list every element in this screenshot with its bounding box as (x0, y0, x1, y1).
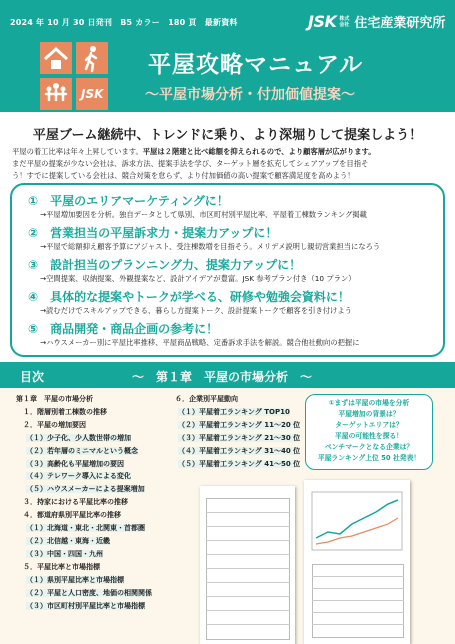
callout-line: ①まずは平屋の市場を分析 (328, 399, 410, 407)
table-rule (206, 554, 290, 555)
callout-line: ターゲットエリアは？ (335, 421, 403, 429)
table-rule (206, 582, 290, 583)
toc-entry-text: （１）北海道・東北・北関東・首都圏 (26, 524, 145, 533)
sample-pages-image (200, 480, 410, 644)
toc-chapter-heading: ～ 第１章 平屋の市場分析 ～ (132, 370, 313, 384)
sample-chart-graphic (304, 488, 410, 558)
feature-item (28, 256, 356, 284)
brand-company-type: 株式会社 (339, 15, 350, 28)
toc-entry-text: （１）少子化、少人数世帯の増加 (26, 433, 131, 442)
intro-line: まだ平屋の提案が少ない会社は、訴求方法、提案手法を学び、ターゲット層を拡充してシェアアップを目指そ (12, 159, 369, 168)
toc-entry (16, 458, 152, 471)
toc-entry (16, 587, 152, 600)
table-rule (206, 540, 290, 541)
callout-line: 平屋増加の背景は？ (338, 410, 400, 418)
page-title: 平屋攻略マニュアル (148, 52, 364, 78)
jsk-logo-tile (76, 78, 108, 110)
toc-bar (0, 362, 455, 388)
toc-entry-text: （４）テレワーク導入による変化 (26, 472, 131, 481)
intro-line: う！すでに提案している会社は、競合対策を怠らず、より付加価値の高い提案で顧客満足度を高めよう！ (12, 171, 355, 180)
table-rule (206, 526, 290, 527)
feature-desc: →平屋で総額抑え顧客予算にアジャスト、受注棟数増を目指そう。メリデメ説明し親切営業担当になろう (40, 242, 381, 251)
callout-box (305, 394, 433, 470)
feature-item (28, 192, 367, 220)
lead-headline: 平屋ブーム継続中、トレンドに乗り、より深堀りして提案しよう！ (32, 128, 423, 143)
toc-entry-text: （３）市区町村別平屋比率と市場指標 (26, 601, 145, 610)
toc-entry-text: （５）平屋着工ランキング 41～50 位 (178, 459, 301, 468)
callout-line: 平屋ランキング上位 50 社発表！ (317, 454, 421, 462)
feature-box (10, 183, 445, 357)
toc-entry (16, 445, 152, 458)
toc-entry: ４．都道府県別平屋比率の推移 (23, 511, 121, 520)
feature-desc: →空間提案、収納提案、外観提案など、設計アイデアが豊富。JSK 参考プラン付き（10 プラン） (40, 274, 356, 283)
feature-title: ② 営業担当の平屋訴求力・提案力アップに！ (28, 226, 278, 240)
walking-person-icon (76, 42, 108, 74)
feature-title: ④ 具体的な提案やトークが学べる、研修や勉強会資料に！ (28, 290, 350, 304)
sample-page-left (200, 486, 295, 644)
toc-entry-text: （３）中国・四国・九州 (26, 549, 103, 558)
toc-label: 目次 (20, 370, 45, 384)
intro-text (12, 146, 448, 182)
toc-entry-text: （１）県別平屋比率と市場指標 (26, 575, 124, 584)
brand-logo-mark: JSK (308, 12, 337, 31)
family-icon (40, 78, 72, 110)
toc-entry (16, 600, 152, 613)
table-rule (312, 612, 404, 613)
toc-right-column (168, 393, 300, 470)
feature-title: ① 平屋のエリアマーケティングに！ (28, 194, 229, 208)
intro-line (12, 146, 448, 158)
feature-title: ⑤ 商品開発・商品企画の参考に！ (28, 322, 219, 336)
toc-entry-text: （２）平屋着工ランキング 11～20 位 (178, 420, 301, 429)
jsk-logo-text: JSK (81, 87, 104, 101)
sample-page-right (304, 480, 410, 644)
toc-entry (16, 535, 152, 548)
publication-info: 2024 年 10 月 30 日発刊 B5 カラー 180 頁 最新資料 (10, 18, 238, 27)
table-rule (206, 610, 290, 611)
table-rule (206, 596, 290, 597)
brand-logo (308, 12, 445, 31)
toc-entry-text: （３）平屋着工ランキング 21～30 位 (178, 433, 301, 442)
intro-line-text: 平屋の着工比率は年々上昇しています。 (12, 147, 143, 156)
toc-entry: ５．平屋比率と市場指標 (23, 562, 100, 571)
feature-item (28, 320, 360, 348)
toc-entry-text: （５）ハウスメーカーによる提案増加 (26, 485, 145, 494)
table-rule (312, 576, 404, 577)
page-subtitle: ～平屋市場分析・付加価値提案～ (145, 87, 355, 103)
feature-item (28, 288, 352, 316)
intro-line-bold: 平屋は２階建と比べ総額を抑えられるので、より顧客層が広がります。 (142, 147, 376, 156)
table-rule (312, 624, 404, 625)
toc-entry: ２．平屋の増加要因 (23, 420, 86, 429)
toc-entry (168, 458, 300, 471)
toc-entry (16, 522, 152, 535)
toc-entry: ３．持家における平屋比率の推移 (23, 498, 128, 507)
toc-entry (16, 470, 152, 483)
toc-entry: ６．企業別平屋動向 (175, 395, 238, 403)
toc-entry (168, 445, 300, 458)
toc-entry-text: （３）高齢化も平屋増加の要因 (26, 459, 124, 468)
toc-entry-text: （１）平屋着工ランキング TOP10 (178, 407, 290, 416)
toc-entry (16, 574, 152, 587)
table-rule (206, 512, 290, 513)
feature-desc: →平屋増加要因を分析。独自データとして県別、市区町村別平屋比率、平屋着工棟数ランキング掲載 (40, 210, 367, 219)
brand-company-name: 住宅産業研究所 (354, 16, 446, 31)
feature-title: ③ 設計担当のプランニング力、提案力アップに！ (28, 258, 302, 272)
toc-entry-text: （２）平屋と人口密度、地価の相関関係 (26, 588, 152, 597)
header-band (0, 0, 455, 112)
toc-entry (168, 419, 300, 432)
feature-desc: →ハウスメーカー別に平屋比率推移、平屋商品戦略、定番訴求手法を解説。競合他社動向の把握に (40, 338, 360, 347)
feature-item (28, 224, 380, 252)
table-rule (312, 588, 404, 589)
toc-entry (16, 548, 152, 561)
toc-entry (16, 432, 152, 445)
table-rule (206, 624, 290, 625)
table-rule (312, 600, 404, 601)
toc-entry-text: （４）平屋着工ランキング 31～40 位 (178, 446, 301, 455)
toc-entry-text: （２）若年層のミニマルという概念 (26, 446, 138, 455)
house-icon (40, 42, 72, 74)
toc-entry (168, 432, 300, 445)
toc-left-column (16, 393, 152, 612)
toc-entry (168, 406, 300, 419)
toc-entry (16, 483, 152, 496)
toc-entry: １．階層別着工棟数の推移 (23, 407, 107, 416)
toc-entry-text: （２）北信越・東海・近畿 (26, 536, 110, 545)
sample-table (206, 498, 290, 640)
feature-desc: →読むだけでスキルアップできる、暮らし方提案トーク、設計提案トークで顧客を引き付けよう (40, 306, 352, 315)
table-rule (206, 568, 290, 569)
toc-entry: 第１章 平屋の市場分析 (16, 395, 93, 403)
callout-line: ベンチマークとなる企業は？ (324, 443, 414, 451)
callout-line: 平屋の可能性を探る！ (335, 432, 403, 440)
